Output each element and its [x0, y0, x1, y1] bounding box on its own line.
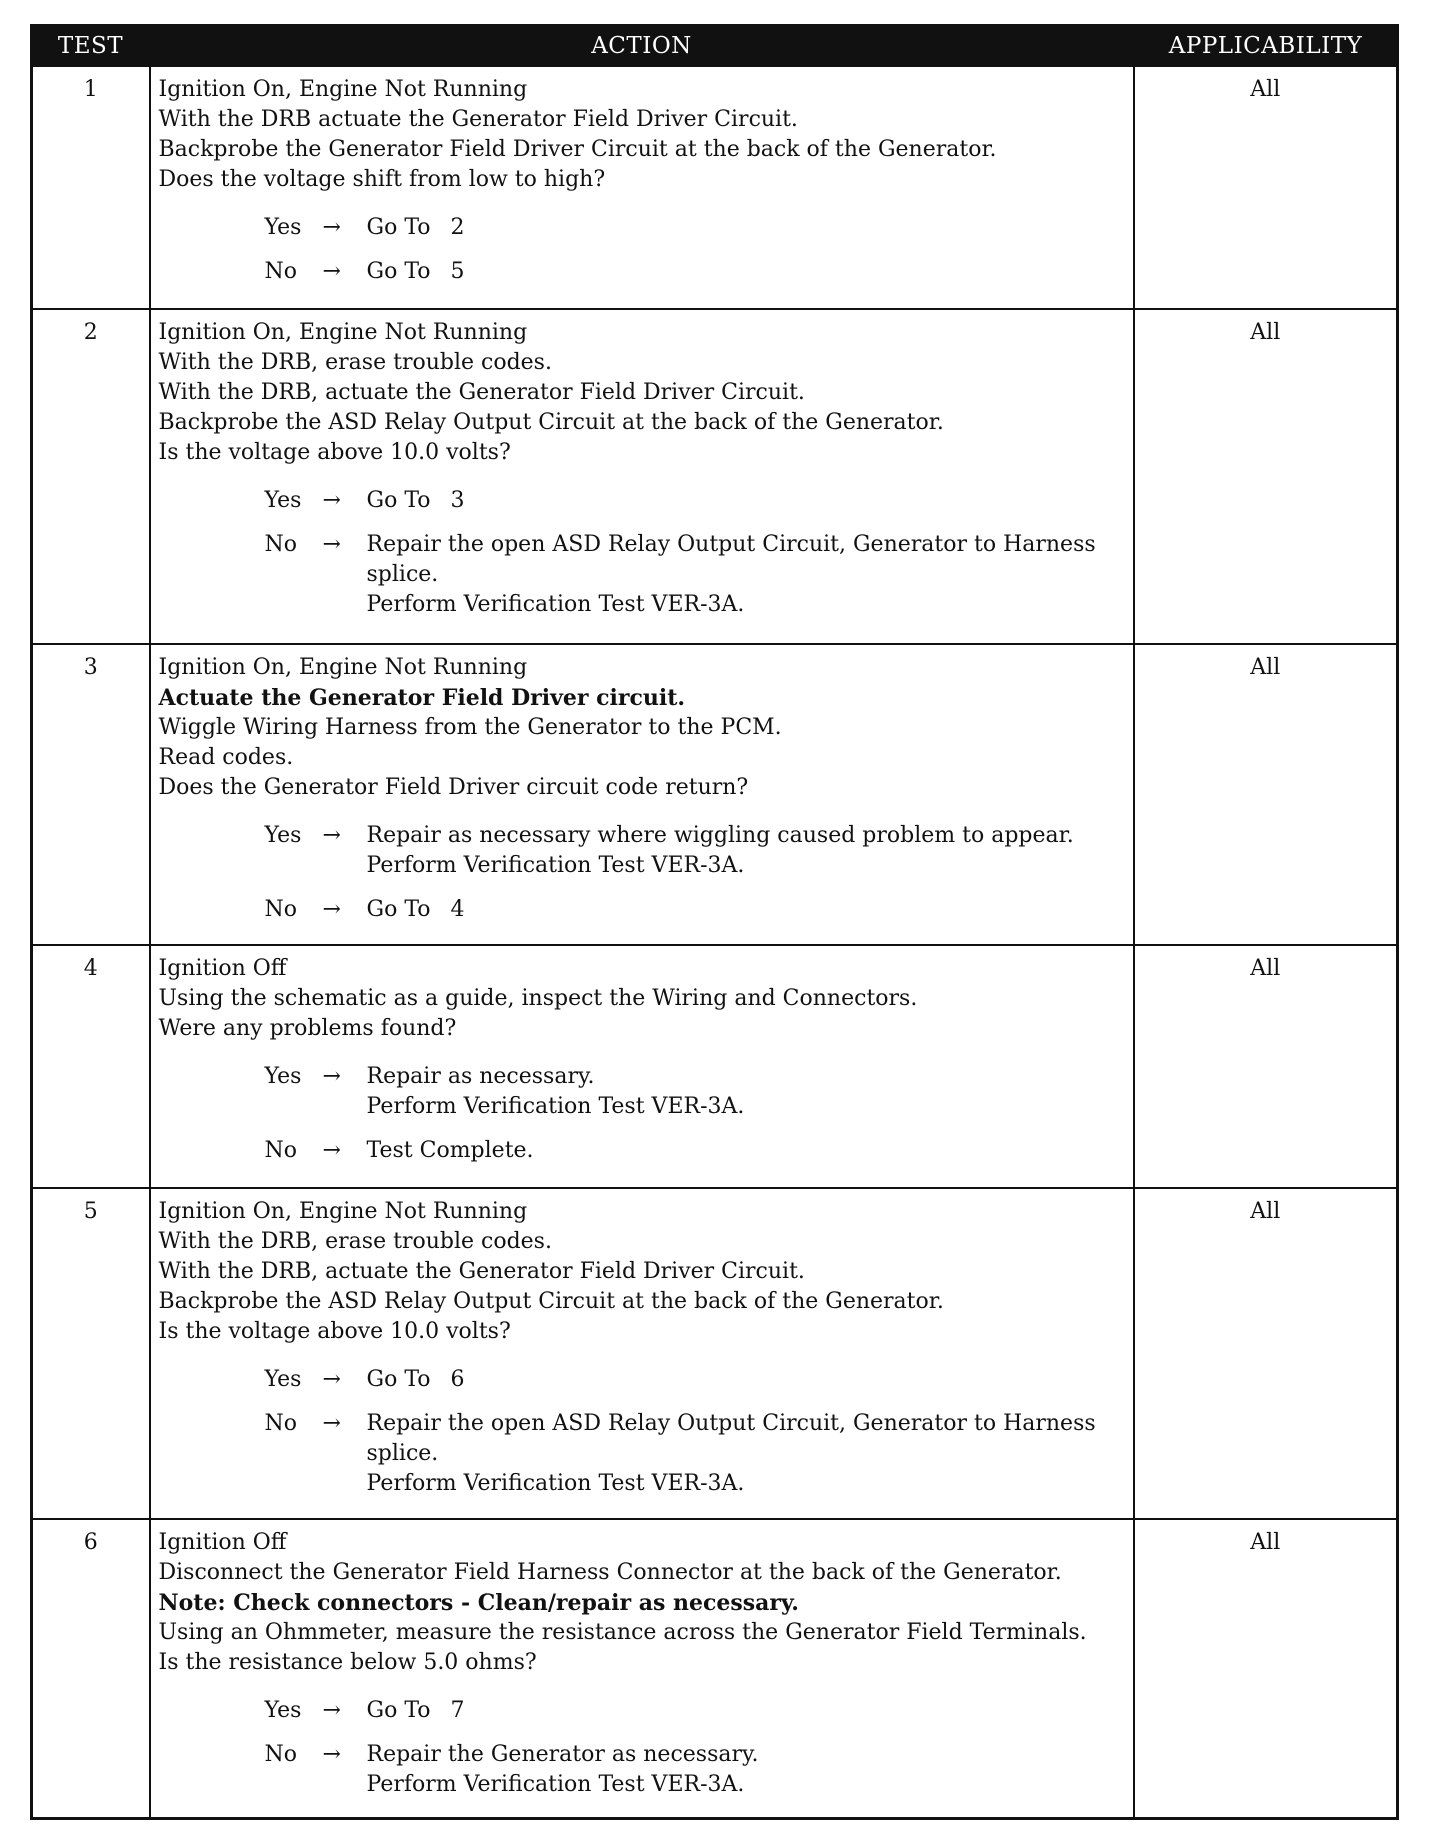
action-step: Ignition Off	[158, 956, 287, 982]
action-step-emphasis: Actuate the Generator Field Driver circuit.	[158, 684, 686, 711]
goto-test-number: 6	[450, 1367, 465, 1393]
test-applicability: All	[1134, 1188, 1398, 1519]
action-step: Using an Ohmmeter, measure the resistance across the Generator Field Terminals.	[158, 1619, 1087, 1645]
answer-result	[367, 1062, 1127, 1122]
action-step: Does the voltage shift from low to high?	[158, 167, 606, 192]
answer-result	[367, 486, 1127, 516]
action-step: Ignition On, Engine Not Running	[158, 654, 528, 680]
action-step: With the DRB, actuate the Generator Field Driver Circuit.	[158, 1259, 805, 1285]
goto-label: Go To	[366, 215, 431, 240]
arrow-right-icon: →	[322, 1697, 341, 1723]
action-step: Does the Generator Field Driver circuit code return?	[158, 774, 749, 800]
test-applicability: All	[1134, 309, 1398, 644]
answer-label: Yes	[264, 487, 302, 513]
test-action	[150, 309, 1134, 644]
answer-yes	[265, 821, 1127, 881]
goto-test-number: 2	[450, 215, 465, 240]
answer-label: Yes	[264, 1697, 302, 1723]
arrow-right-icon: →	[322, 1138, 341, 1164]
answer-no	[265, 1740, 1127, 1800]
action-step: With the DRB, erase trouble codes.	[158, 1229, 552, 1255]
goto-test-number: 5	[450, 259, 465, 284]
arrow-right-icon: →	[322, 1064, 341, 1090]
action-step: Ignition On, Engine Not Running	[158, 319, 528, 345]
answer-result	[367, 1409, 1127, 1499]
action-step: Ignition Off	[158, 1529, 287, 1555]
test-applicability: All	[1134, 945, 1398, 1188]
answer-result	[367, 530, 1127, 620]
action-step: Backprobe the ASD Relay Output Circuit at the back of the Generator.	[158, 409, 944, 435]
diagnostic-table	[30, 24, 1399, 1820]
arrow-right-icon: →	[322, 531, 341, 557]
test-number: 6	[32, 1519, 150, 1819]
test-number: 2	[32, 309, 150, 644]
answer-result	[367, 213, 1127, 243]
header-applicability: APPLICABILITY	[1134, 26, 1398, 67]
arrow-right-icon: →	[322, 896, 341, 922]
goto-label: Go To	[366, 487, 431, 513]
answer-result	[367, 1696, 1127, 1726]
arrow-right-icon: →	[322, 822, 341, 848]
answer-instruction: Perform Verification Test VER-3A.	[366, 1094, 745, 1120]
answer-label: Yes	[264, 1064, 302, 1090]
action-step: Backprobe the Generator Field Driver Circuit at the back of the Generator.	[158, 137, 997, 162]
arrow-right-icon: →	[322, 259, 341, 284]
action-step: Is the voltage above 10.0 volts?	[158, 1319, 511, 1345]
answer-instruction: splice.	[366, 1441, 439, 1467]
answer-yes	[265, 1062, 1127, 1122]
answer-result	[367, 895, 1127, 925]
table-row	[32, 309, 1398, 644]
test-applicability: All	[1134, 1519, 1398, 1819]
answer-instruction: Repair the open ASD Relay Output Circuit, Generator to Harness	[366, 531, 1096, 557]
test-applicability: All	[1134, 66, 1398, 309]
table-row	[32, 66, 1398, 309]
answer-instruction: Perform Verification Test VER-3A.	[366, 1471, 745, 1497]
goto-test-number: 3	[450, 487, 465, 513]
answer-yes	[265, 213, 1127, 243]
answer-label: No	[264, 1741, 297, 1767]
goto-test-number: 4	[450, 896, 465, 922]
action-step: With the DRB actuate the Generator Field Driver Circuit.	[158, 107, 798, 132]
arrow-right-icon: →	[322, 1411, 341, 1437]
action-step: Backprobe the ASD Relay Output Circuit at the back of the Generator.	[158, 1289, 944, 1315]
test-number: 5	[32, 1188, 150, 1519]
arrow-right-icon: →	[322, 487, 341, 513]
test-action	[150, 66, 1134, 309]
test-action	[150, 945, 1134, 1188]
table-row	[32, 1188, 1398, 1519]
answer-label: No	[264, 259, 297, 284]
answer-label: No	[264, 1138, 297, 1164]
answer-instruction: Repair the open ASD Relay Output Circuit, Generator to Harness	[366, 1411, 1096, 1437]
answer-instruction: Repair the Generator as necessary.	[366, 1741, 759, 1767]
test-applicability: All	[1134, 644, 1398, 946]
answer-yes	[265, 1365, 1127, 1395]
answer-instruction: Repair as necessary where wiggling caused problem to appear.	[366, 822, 1074, 848]
action-step: Ignition On, Engine Not Running	[158, 77, 528, 102]
action-step-emphasis: Note: Check connectors - Clean/repair as necessary.	[158, 1589, 799, 1616]
answer-instruction: splice.	[366, 561, 439, 587]
answer-no	[265, 1409, 1127, 1499]
action-step: Ignition On, Engine Not Running	[158, 1199, 528, 1225]
answer-label: Yes	[264, 822, 302, 848]
answer-result	[367, 1365, 1127, 1395]
test-action	[150, 1188, 1134, 1519]
header-action: ACTION	[150, 26, 1134, 67]
answer-no	[265, 257, 1127, 287]
table-row	[32, 644, 1398, 946]
action-step: Is the voltage above 10.0 volts?	[158, 439, 511, 465]
goto-label: Go To	[366, 1367, 431, 1393]
test-number: 3	[32, 644, 150, 946]
table-row	[32, 1519, 1398, 1819]
test-action	[150, 1519, 1134, 1819]
action-step: Disconnect the Generator Field Harness Connector at the back of the Generator.	[158, 1559, 1062, 1585]
answer-result	[367, 1740, 1127, 1800]
goto-label: Go To	[366, 1697, 431, 1723]
arrow-right-icon: →	[322, 1367, 341, 1393]
test-number: 1	[32, 66, 150, 309]
answer-yes	[265, 486, 1127, 516]
goto-label: Go To	[366, 896, 431, 922]
action-step: Wiggle Wiring Harness from the Generator to the PCM.	[158, 714, 782, 740]
answer-result	[367, 257, 1127, 287]
arrow-right-icon: →	[322, 215, 341, 240]
test-action	[150, 644, 1134, 946]
answer-label: No	[264, 531, 297, 557]
answer-label: No	[264, 896, 297, 922]
answer-label: Yes	[264, 1367, 302, 1393]
action-step: With the DRB, erase trouble codes.	[158, 349, 552, 375]
answer-result	[367, 821, 1127, 881]
action-step: Is the resistance below 5.0 ohms?	[158, 1649, 537, 1675]
action-step: Read codes.	[158, 744, 294, 770]
answer-no	[265, 530, 1127, 620]
answer-instruction: Perform Verification Test VER-3A.	[366, 852, 745, 878]
table-row	[32, 945, 1398, 1188]
action-step: Using the schematic as a guide, inspect the Wiring and Connectors.	[158, 986, 918, 1012]
goto-label: Go To	[366, 259, 431, 284]
answer-label: No	[264, 1411, 297, 1437]
table-header-row	[32, 26, 1398, 67]
answer-result	[367, 1136, 1127, 1166]
arrow-right-icon: →	[322, 1741, 341, 1767]
action-step: With the DRB, actuate the Generator Field Driver Circuit.	[158, 379, 805, 405]
action-step: Were any problems found?	[158, 1016, 457, 1042]
answer-no	[265, 1136, 1127, 1166]
answer-instruction: Repair as necessary.	[366, 1064, 595, 1090]
goto-test-number: 7	[450, 1697, 465, 1723]
test-number: 4	[32, 945, 150, 1188]
answer-instruction: Perform Verification Test VER-3A.	[366, 591, 745, 617]
answer-instruction: Test Complete.	[366, 1138, 534, 1164]
answer-no	[265, 895, 1127, 925]
diagnostic-test-sheet	[30, 24, 1396, 1820]
answer-yes	[265, 1696, 1127, 1726]
header-test: TEST	[32, 26, 150, 67]
answer-label: Yes	[264, 215, 302, 240]
answer-instruction: Perform Verification Test VER-3A.	[366, 1771, 745, 1797]
